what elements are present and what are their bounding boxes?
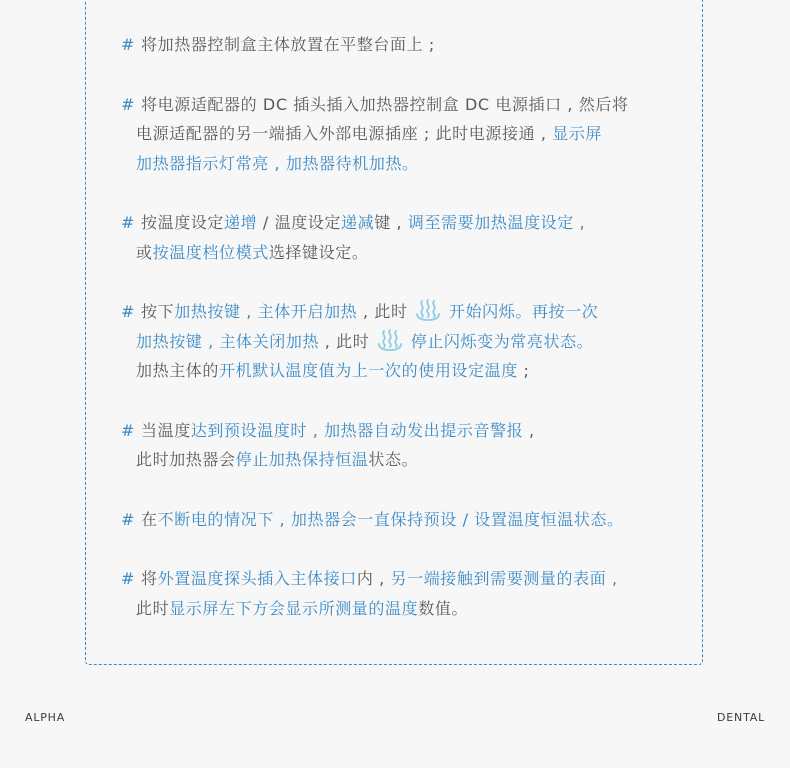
highlight-segment: 开机默认温度值为上一次的使用设定温度 [219, 361, 518, 380]
highlight-segment: 另一端接触到需要测量的表面 , [390, 569, 618, 588]
text-segment: 此时 [136, 598, 170, 618]
text-segment: 电源适配器的另一端插入外部电源插座 ; 此时电源接通 , [136, 124, 553, 143]
text-segment: , [523, 420, 535, 440]
text-segment: 在 [141, 509, 158, 529]
highlight-segment: 显示屏 [552, 124, 603, 143]
text-segment: 键 , [374, 213, 408, 232]
instruction-line [121, 327, 691, 357]
instruction-line [121, 445, 691, 475]
instruction-line [121, 119, 691, 149]
highlight-segment: 按温度档位模式 [152, 242, 269, 262]
text-segment: , 此时 [357, 302, 414, 321]
text-segment: 或 [136, 242, 153, 262]
highlight-segment: 递增 [224, 213, 258, 232]
instruction-item-7 [121, 564, 691, 623]
instruction-line [121, 594, 691, 624]
text-segment: 当温度 [141, 420, 191, 440]
hash-marker: # [121, 569, 136, 588]
instruction-item-5 [121, 416, 691, 475]
highlight-segment: 递减 [341, 213, 375, 232]
text-segment: , 此时 [319, 331, 376, 351]
highlight-segment: 达到预设温度时 , 加热器自动发出提示音警报 [190, 420, 524, 440]
instruction-line [121, 208, 691, 238]
brand-label-dental: DENTAL [717, 711, 765, 724]
text-segment: 按温度设定 [141, 213, 225, 232]
text-segment: 数值。 [418, 598, 469, 618]
instruction-line [121, 90, 691, 120]
highlight-segment: 加热器指示灯常亮 , 加热器待机加热。 [136, 153, 419, 173]
instruction-line [121, 505, 691, 535]
highlight-segment: 外置温度探头插入主体接口 [157, 569, 357, 588]
text-segment: 内 , [356, 569, 391, 588]
instruction-line [121, 297, 691, 327]
heat-steam-icon [377, 329, 403, 351]
text-segment: 将 [141, 569, 158, 588]
instruction-line [121, 30, 691, 60]
text-segment: 加热主体的 [136, 361, 220, 380]
highlight-segment: 加热按键 , 主体关闭加热 [136, 331, 320, 351]
instruction-item-2 [121, 90, 691, 179]
instruction-line [121, 149, 691, 179]
hash-marker: # [121, 302, 136, 321]
highlight-segment: 开始闪烁。再按一次 [443, 302, 599, 321]
text-segment: 状态。 [368, 450, 419, 469]
hash-marker: # [121, 213, 136, 232]
highlight-segment: 加热按键 , 主体开启加热 [174, 302, 358, 321]
brand-label-alpha: ALPHA [25, 711, 66, 724]
text-segment: ; [517, 361, 530, 380]
instruction-line [121, 416, 691, 446]
text-segment: 将加热器控制盒主体放置在平整台面上 ; [141, 35, 435, 54]
hash-marker: # [121, 94, 136, 114]
hash-marker: # [121, 509, 136, 529]
highlight-segment: 调至需要加热温度设定 , [407, 213, 586, 232]
highlight-segment: 不断电的情况下 , 加热器会一直保持预设 / 设置温度恒温状态。 [157, 509, 624, 529]
instruction-item-6 [121, 505, 691, 535]
text-segment: 按下 [141, 302, 175, 321]
instruction-line [121, 356, 691, 386]
instruction-item-1 [121, 30, 691, 60]
highlight-segment: 停止闪烁变为常亮状态。 [405, 331, 594, 351]
instruction-item-3 [121, 208, 691, 267]
hash-marker: # [121, 420, 136, 440]
text-segment: / 温度设定 [257, 213, 341, 232]
heat-steam-icon [415, 299, 441, 321]
highlight-segment: 显示屏左下方会显示所测量的温度 [169, 598, 419, 618]
instruction-line [121, 238, 691, 268]
text-segment: 选择键设定。 [268, 242, 369, 262]
hash-marker: # [121, 35, 136, 54]
instruction-item-4 [121, 297, 691, 386]
text-segment: 将电源适配器的 DC 插头插入加热器控制盒 DC 电源插口 , 然后将 [141, 94, 629, 114]
instruction-line [121, 564, 691, 594]
text-segment: 此时加热器会 [136, 450, 236, 469]
highlight-segment: 停止加热保持恒温 [235, 450, 369, 469]
instructions-list [121, 30, 691, 653]
